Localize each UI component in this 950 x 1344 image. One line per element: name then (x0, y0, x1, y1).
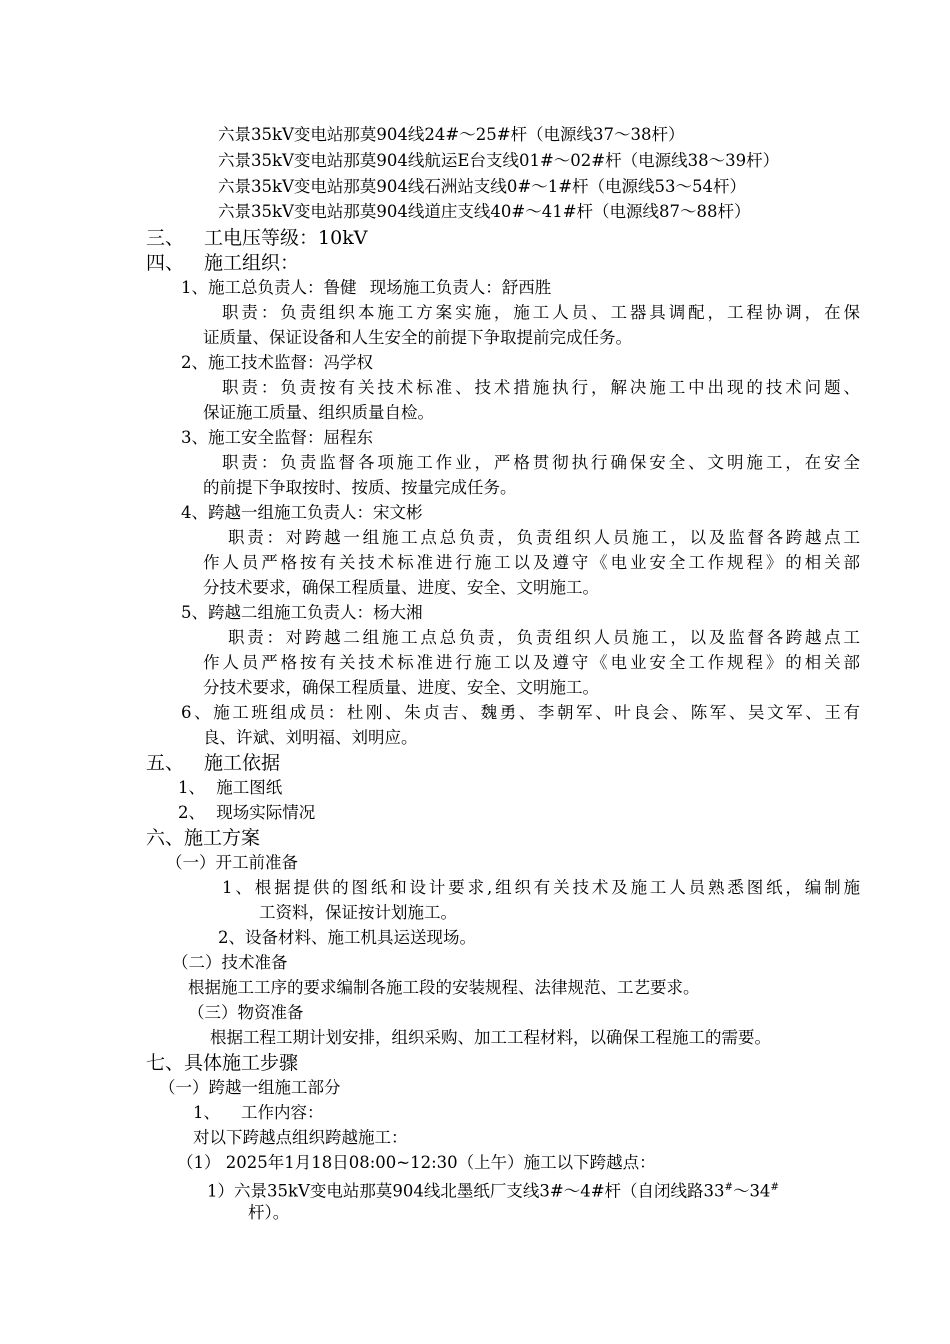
text-line: 4、跨越一组施工负责人：宋文彬 (181, 503, 423, 522)
text-line: 职责：负责按有关技术标准、技术措施执行，解决施工中出现的技术问题、 (222, 378, 860, 397)
text-line: 分技术要求，确保工程质量、进度、安全、文明施工。 (203, 678, 599, 697)
superscript: # (770, 1182, 779, 1193)
text-line: 职责：负责组织本施工方案实施，施工人员、工器具调配，工程协调，在保 (222, 303, 860, 322)
text-line: 2、 现场实际情况 (178, 803, 316, 822)
text-line: 证质量、保证设备和人生安全的前提下争取提前完成任务。 (203, 328, 632, 347)
text-line: （二）技术准备 (172, 953, 288, 972)
section-heading: 六、施工方案 (146, 827, 261, 849)
text-line: 六景35kV变电站那莫904线航运E台支线01#～02#杆（电源线38～39杆） (218, 151, 780, 170)
text-line: 对以下跨越点组织跨越施工： (193, 1128, 408, 1147)
text-line: 1、根据提供的图纸和设计要求,组织有关技术及施工人员熟悉图纸，编制施 (222, 878, 860, 897)
section-heading: 五、 施工依据 (146, 752, 281, 774)
text-line: （一）开工前准备 (166, 853, 298, 872)
text-line: 杆）。 (248, 1203, 290, 1222)
text-line: 1、 施工图纸 (178, 778, 283, 797)
text-line: 职责：对跨越一组施工点总负责，负责组织人员施工，以及监督各跨越点工 (228, 528, 860, 547)
text-line: 职责：负责监督各项施工作业，严格贯彻执行确保安全、文明施工，在安全 (222, 453, 860, 472)
text-line: 作人员严格按有关技术标准进行施工以及遵守《电业安全工作规程》的相关部 (203, 653, 860, 672)
text-line: 1、 工作内容： (193, 1103, 324, 1122)
text-line: 六景35kV变电站那莫904线道庄支线40#～41#杆（电源线87～88杆） (218, 202, 751, 221)
text-line: 根据工程工期计划安排，组织采购、加工工程材料，以确保工程施工的需要。 (210, 1028, 771, 1047)
text-line: （一）跨越一组施工部分 (159, 1078, 341, 1097)
section-heading: 七、具体施工步骤 (146, 1052, 299, 1074)
text-line: 六景35kV变电站那莫904线石洲站支线0#～1#杆（电源线53～54杆） (218, 177, 747, 196)
text-line: 5、跨越二组施工负责人：杨大湘 (181, 603, 423, 622)
text-line: 作人员严格按有关技术标准进行施工以及遵守《电业安全工作规程》的相关部 (203, 553, 860, 572)
text-line: 2、设备材料、施工机具运送现场。 (218, 928, 476, 947)
text-line: （1） 2025年1月18日08:00~12:30（上午）施工以下跨越点： (177, 1153, 656, 1172)
text-line: 1、施工总负责人：鲁健 现场施工负责人：舒西胜 (181, 278, 552, 297)
superscript: # (724, 1182, 733, 1193)
text-line: 保证施工质量、组织质量自检。 (203, 403, 434, 422)
section-heading: 四、 施工组织： (146, 252, 300, 274)
section-heading: 三、 工电压等级：10kV (146, 227, 368, 249)
text-line: 六景35kV变电站那莫904线24#～25#杆（电源线37～38杆） (218, 125, 685, 144)
text-line: 职责：对跨越二组施工点总负责，负责组织人员施工，以及监督各跨越点工 (228, 628, 860, 647)
text-line: 的前提下争取按时、按质、按量完成任务。 (203, 478, 517, 497)
text-fragment: 1）六景35kV变电站那莫904线北墨纸厂支线3#～4#杆（自闭线路33 (207, 1181, 725, 1201)
text-line (207, 1177, 779, 1203)
text-line: 良、许斌、刘明福、刘明应。 (203, 728, 418, 747)
text-fragment: ～34 (732, 1181, 771, 1201)
text-line: （三）物资准备 (188, 1003, 304, 1022)
text-line: 工资料，保证按计划施工。 (259, 903, 457, 922)
text-line: 根据施工工序的要求编制各施工段的安装规程、法律规范、工艺要求。 (188, 978, 700, 997)
text-line: 3、施工安全监督：屈程东 (181, 428, 373, 447)
text-line: 6、施工班组成员：杜刚、朱贞吉、魏勇、李朝军、叶良会、陈军、吴文军、王有 (181, 703, 860, 722)
text-line: 分技术要求，确保工程质量、进度、安全、文明施工。 (203, 578, 599, 597)
text-line: 2、施工技术监督：冯学权 (181, 353, 373, 372)
